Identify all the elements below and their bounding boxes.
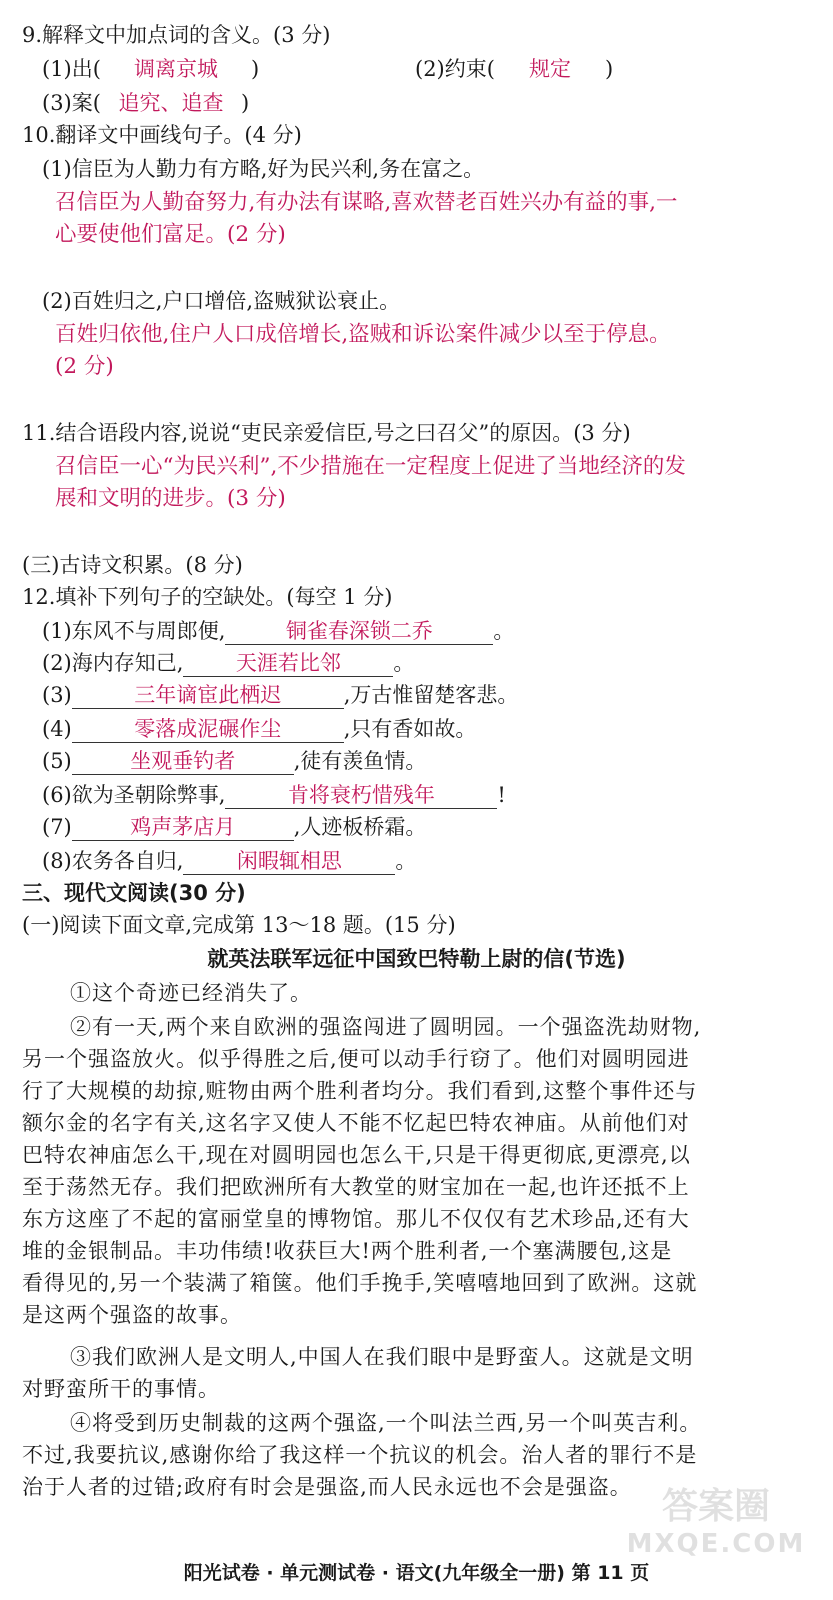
q12-item-6: (6)欲为圣朝除弊事, 肯将衰朽惜残年 ! [42,783,506,807]
q12-item-7: (7) 鸡声茅店月 ,人迹板桥霜。 [42,815,427,839]
q12-title: 12.填补下列句子的空缺处。(每空 1 分) [22,585,393,609]
q9-answer-1: 调离京城 [133,57,218,81]
q9-title: 9.解释文中加点词的含义。(3 分) [22,23,331,47]
part-3-instruction: (一)阅读下面文章,完成第 13～18 题。(15 分) [22,913,456,937]
p2-line: 行了大规模的劫掠,赃物由两个胜利者均分。我们看到,这整个事件还与 [22,1079,698,1103]
q12-item-2: (2)海内存知己, 天涯若比邻 。 [42,651,415,675]
q10-answer-2-line1: 百姓归依他,住户人口成倍增长,盗贼和诉讼案件减少以至于停息。 [55,322,671,347]
section-3-title: (三)古诗文积累。(8 分) [22,553,243,577]
page-footer: 阳光试卷 · 单元测试卷 · 语文(九年级全一册) 第 11 页 [183,1562,650,1584]
q12-blank-7: 鸡声茅店月 [72,814,294,841]
p2-line: 至于荡然无存。我们把欧洲所有大教堂的财宝加在一起,也许还抵不上 [22,1175,690,1199]
q10-answer-1-line2: 心要使他们富足。(2 分) [55,222,286,247]
q10-answer-2-line2: (2 分) [55,354,114,379]
paragraph-1: ①这个奇迹已经消失了。 [70,981,312,1005]
p2-line: 巴特农神庙怎么干,现在对圆明园也怎么干,只是干得更彻底,更漂亮,以 [22,1143,691,1167]
p4-line: 治于人者的过错;政府有时会是强盗,而人民永远也不会是强盗。 [22,1475,632,1499]
p2-line: 另一个强盗放火。似乎得胜之后,便可以动手行窃了。他们对圆明园进 [22,1047,690,1071]
p3-line: 对野蛮所干的事情。 [22,1377,220,1401]
q12-item-4: (4) 零落成泥碾作尘 ,只有香如故。 [42,717,477,741]
article-title: 就英法联军远征中国致巴特勒上尉的信(节选) [207,947,626,971]
q11-answer-line1: 召信臣一心“为民兴利”,不少措施在一定程度上促进了当地经济的发 [55,454,686,479]
q12-blank-6: 肯将衰朽惜残年 [225,782,497,809]
q10-sentence-1: (1)信臣为人勤力有方略,好为民兴利,务在富之。 [42,157,485,181]
q9-answer-2: 规定 [528,57,571,81]
p2-line: 东方这座了不起的富丽堂皇的博物馆。那儿不仅仅有艺术珍品,还有大 [22,1207,690,1231]
q9-answer-3: 追究、追查 [118,91,224,115]
p3-line: ③我们欧洲人是文明人,中国人在我们眼中是野蛮人。这就是文明 [70,1345,694,1369]
p2-line: ②有一天,两个来自欧洲的强盗闯进了圆明园。一个强盗洗劫财物, [70,1015,702,1039]
q11-title: 11.结合语段内容,说说“吏民亲爱信臣,号之曰召父”的原因。(3 分) [22,421,631,445]
p2-line: 额尔金的名字有关,这名字又使人不能不忆起巴特农神庙。从前他们对 [22,1111,690,1135]
p2-line: 堆的金银制品。丰功伟绩!收获巨大!两个胜利者,一个塞满腰包,这是 [22,1239,673,1263]
q12-item-5: (5) 坐观垂钓者 ,徒有羡鱼情。 [42,749,427,773]
q12-blank-8: 闲暇辄相思 [183,848,395,875]
q10-answer-1-line1: 召信臣为人勤奋努力,有办法有谋略,喜欢替老百姓兴办有益的事,一 [55,190,678,215]
p4-line: ④将受到历史制裁的这两个强盗,一个叫法兰西,另一个叫英吉利。 [70,1411,702,1435]
p2-line: 是这两个强盗的故事。 [22,1303,242,1327]
q12-blank-4: 零落成泥碾作尘 [72,716,344,743]
q9-item-2: (2)约束( 规定 ) [415,54,613,84]
q9-item-1: (1)出( 调离京城 ) [42,54,259,84]
q12-blank-1: 铜雀春深锁二乔 [225,618,493,645]
q10-title: 10.翻译文中画线句子。(4 分) [22,123,302,147]
p4-line: 不过,我要抗议,感谢你给了我这样一个抗议的机会。治人者的罪行不是 [22,1443,698,1467]
q12-item-3: (3) 三年谪宦此栖迟 ,万古惟留楚客悲。 [42,683,519,707]
q12-item-1: (1)东风不与周郎便, 铜雀春深锁二乔 。 [42,619,515,643]
q11-answer-line2: 展和文明的进步。(3 分) [55,486,286,511]
q12-blank-5: 坐观垂钓者 [72,748,294,775]
q12-item-8: (8)农务各自归, 闲暇辄相思 。 [42,849,417,873]
q12-blank-2: 天涯若比邻 [183,650,393,677]
p2-line: 看得见的,另一个装满了箱箧。他们手挽手,笑嘻嘻地回到了欧洲。这就 [22,1271,698,1295]
q12-blank-3: 三年谪宦此栖迟 [72,682,344,709]
q9-item-3: (3)案( 追究、追查 ) [42,88,249,118]
watermark-logo: 答案圈 MXQE.COM [626,1486,806,1559]
part-3-title: 三、现代文阅读(30 分) [22,881,246,905]
q10-sentence-2: (2)百姓归之,户口增倍,盗贼狱讼衰止。 [42,289,401,313]
